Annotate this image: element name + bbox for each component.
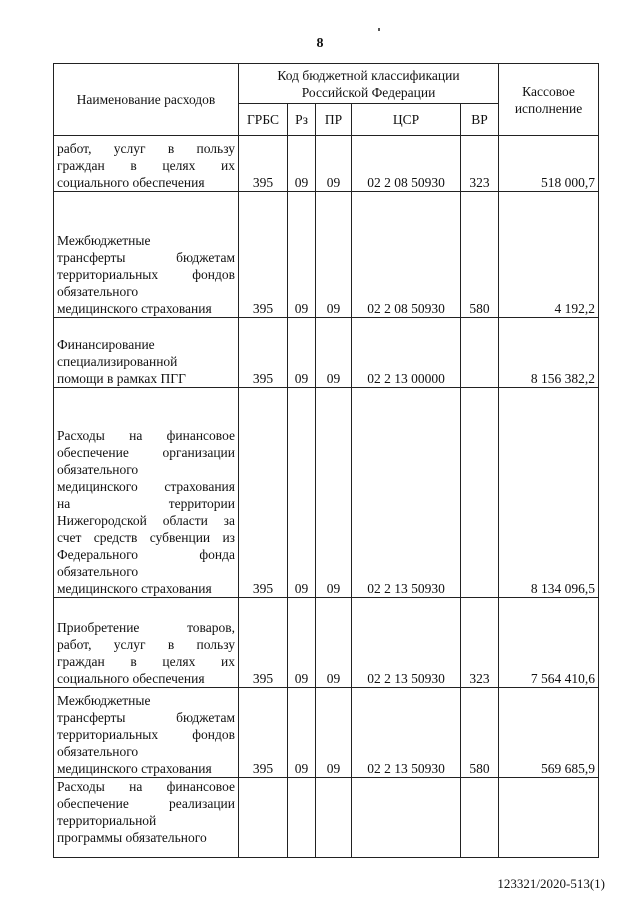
- expense-name-line: обязательного: [57, 564, 139, 579]
- pr-code: 09: [316, 688, 352, 778]
- expense-name: [54, 318, 239, 388]
- expense-name: [54, 388, 239, 598]
- expense-name-line: обеспечение организации: [57, 445, 235, 460]
- expense-name-line: Приобретение товаров,: [57, 620, 235, 635]
- document-code: 123321/2020-513(1): [497, 876, 605, 891]
- csr-code: 02 2 08 50930: [352, 192, 461, 318]
- table-row: [54, 136, 599, 192]
- header-cash-execution: [499, 64, 599, 136]
- expense-name-line: медицинского страхования: [57, 761, 212, 776]
- expense-name-line: трансферты бюджетам: [57, 250, 235, 265]
- header-budget-code: [239, 64, 499, 104]
- expense-name-line: граждан в целях их: [57, 654, 235, 669]
- expense-name: [54, 192, 239, 318]
- expense-name-line: социального обеспечения: [57, 671, 205, 686]
- pr-code: [316, 778, 352, 858]
- expense-name: [54, 688, 239, 778]
- expense-name-line: Расходы на финансовое: [57, 779, 235, 794]
- table-row: [54, 388, 599, 598]
- table-row: [54, 598, 599, 688]
- vr-code: [461, 388, 499, 598]
- scan-artifact: [378, 28, 380, 31]
- rz-code: 09: [288, 136, 316, 192]
- grbs-code: 395: [239, 688, 288, 778]
- vr-code: 323: [461, 136, 499, 192]
- expense-name-line: обязательного: [57, 744, 139, 759]
- rz-code: 09: [288, 598, 316, 688]
- pr-code: 09: [316, 136, 352, 192]
- cash-amount: 569 685,9: [499, 688, 599, 778]
- header-code-line: Российской Федерации: [301, 84, 436, 100]
- grbs-code: [239, 778, 288, 858]
- expense-name-line: специализированной: [57, 354, 178, 369]
- grbs-code: 395: [239, 318, 288, 388]
- rz-code: 09: [288, 318, 316, 388]
- pr-code: 09: [316, 598, 352, 688]
- cash-amount: 8 134 096,5: [499, 388, 599, 598]
- cash-amount: 7 564 410,6: [499, 598, 599, 688]
- csr-code: 02 2 13 50930: [352, 688, 461, 778]
- budget-table: [53, 63, 599, 858]
- expense-name-line: территориальной: [57, 813, 157, 828]
- vr-code: 580: [461, 192, 499, 318]
- csr-code: 02 2 13 00000: [352, 318, 461, 388]
- header-pr: ПР: [316, 104, 352, 136]
- expense-name-line: медицинского страхования: [57, 301, 212, 316]
- expense-name-line: счет средств субвенции из: [57, 530, 235, 545]
- vr-code: 580: [461, 688, 499, 778]
- expense-name: [54, 598, 239, 688]
- expense-name-line: программы обязательного: [57, 830, 207, 845]
- rz-code: 09: [288, 688, 316, 778]
- cash-amount: 8 156 382,2: [499, 318, 599, 388]
- header-csr: ЦСР: [352, 104, 461, 136]
- grbs-code: 395: [239, 136, 288, 192]
- cash-amount: [499, 778, 599, 858]
- expense-name-line: граждан в целях их: [57, 158, 235, 173]
- expense-name-line: Федерального фонда: [57, 547, 235, 562]
- expense-name: [54, 136, 239, 192]
- vr-code: [461, 318, 499, 388]
- expense-name-line: обязательного: [57, 462, 139, 477]
- expense-name-line: Межбюджетные: [57, 693, 151, 708]
- expense-name-line: помощи в рамках ПГГ: [57, 371, 186, 386]
- rz-code: 09: [288, 192, 316, 318]
- expense-name-line: территориальных фондов: [57, 727, 235, 742]
- expense-name-line: медицинского страхования: [57, 479, 235, 494]
- cash-amount: 518 000,7: [499, 136, 599, 192]
- expense-name: [54, 778, 239, 858]
- header-code-line: Код бюджетной классификации: [277, 67, 460, 83]
- page-number: 8: [316, 36, 324, 51]
- header-vr: ВР: [461, 104, 499, 136]
- header-amount-line: исполнение: [514, 100, 583, 116]
- expense-name-line: Расходы на финансовое: [57, 428, 235, 443]
- table-row: [54, 778, 599, 858]
- csr-code: 02 2 13 50930: [352, 388, 461, 598]
- vr-code: 323: [461, 598, 499, 688]
- header-grbs: ГРБС: [239, 104, 288, 136]
- expense-name-line: трансферты бюджетам: [57, 710, 235, 725]
- expense-name-line: на территории: [57, 496, 235, 511]
- csr-code: [352, 778, 461, 858]
- pr-code: 09: [316, 388, 352, 598]
- grbs-code: 395: [239, 388, 288, 598]
- expense-name-line: социального обеспечения: [57, 175, 205, 190]
- expense-name-line: работ, услуг в пользу: [57, 637, 235, 652]
- expense-name-line: обеспечение реализации: [57, 796, 235, 811]
- table-row: [54, 192, 599, 318]
- expense-name-line: обязательного: [57, 284, 139, 299]
- rz-code: 09: [288, 388, 316, 598]
- pr-code: 09: [316, 318, 352, 388]
- vr-code: [461, 778, 499, 858]
- expense-name-line: медицинского страхования: [57, 581, 212, 596]
- expense-name-line: Межбюджетные: [57, 233, 151, 248]
- expense-name-line: Нижегородской области за: [57, 513, 235, 528]
- grbs-code: 395: [239, 598, 288, 688]
- cash-amount: 4 192,2: [499, 192, 599, 318]
- grbs-code: 395: [239, 192, 288, 318]
- header-expense-name: Наименование расходов: [54, 64, 239, 136]
- table-row: [54, 318, 599, 388]
- header-amount-line: Кассовое: [522, 83, 575, 99]
- rz-code: [288, 778, 316, 858]
- csr-code: 02 2 08 50930: [352, 136, 461, 192]
- header-rz: Рз: [288, 104, 316, 136]
- expense-name-line: работ, услуг в пользу: [57, 141, 235, 156]
- pr-code: 09: [316, 192, 352, 318]
- csr-code: 02 2 13 50930: [352, 598, 461, 688]
- expense-name-line: территориальных фондов: [57, 267, 235, 282]
- expense-name-line: Финансирование: [57, 337, 155, 352]
- table-row: [54, 688, 599, 778]
